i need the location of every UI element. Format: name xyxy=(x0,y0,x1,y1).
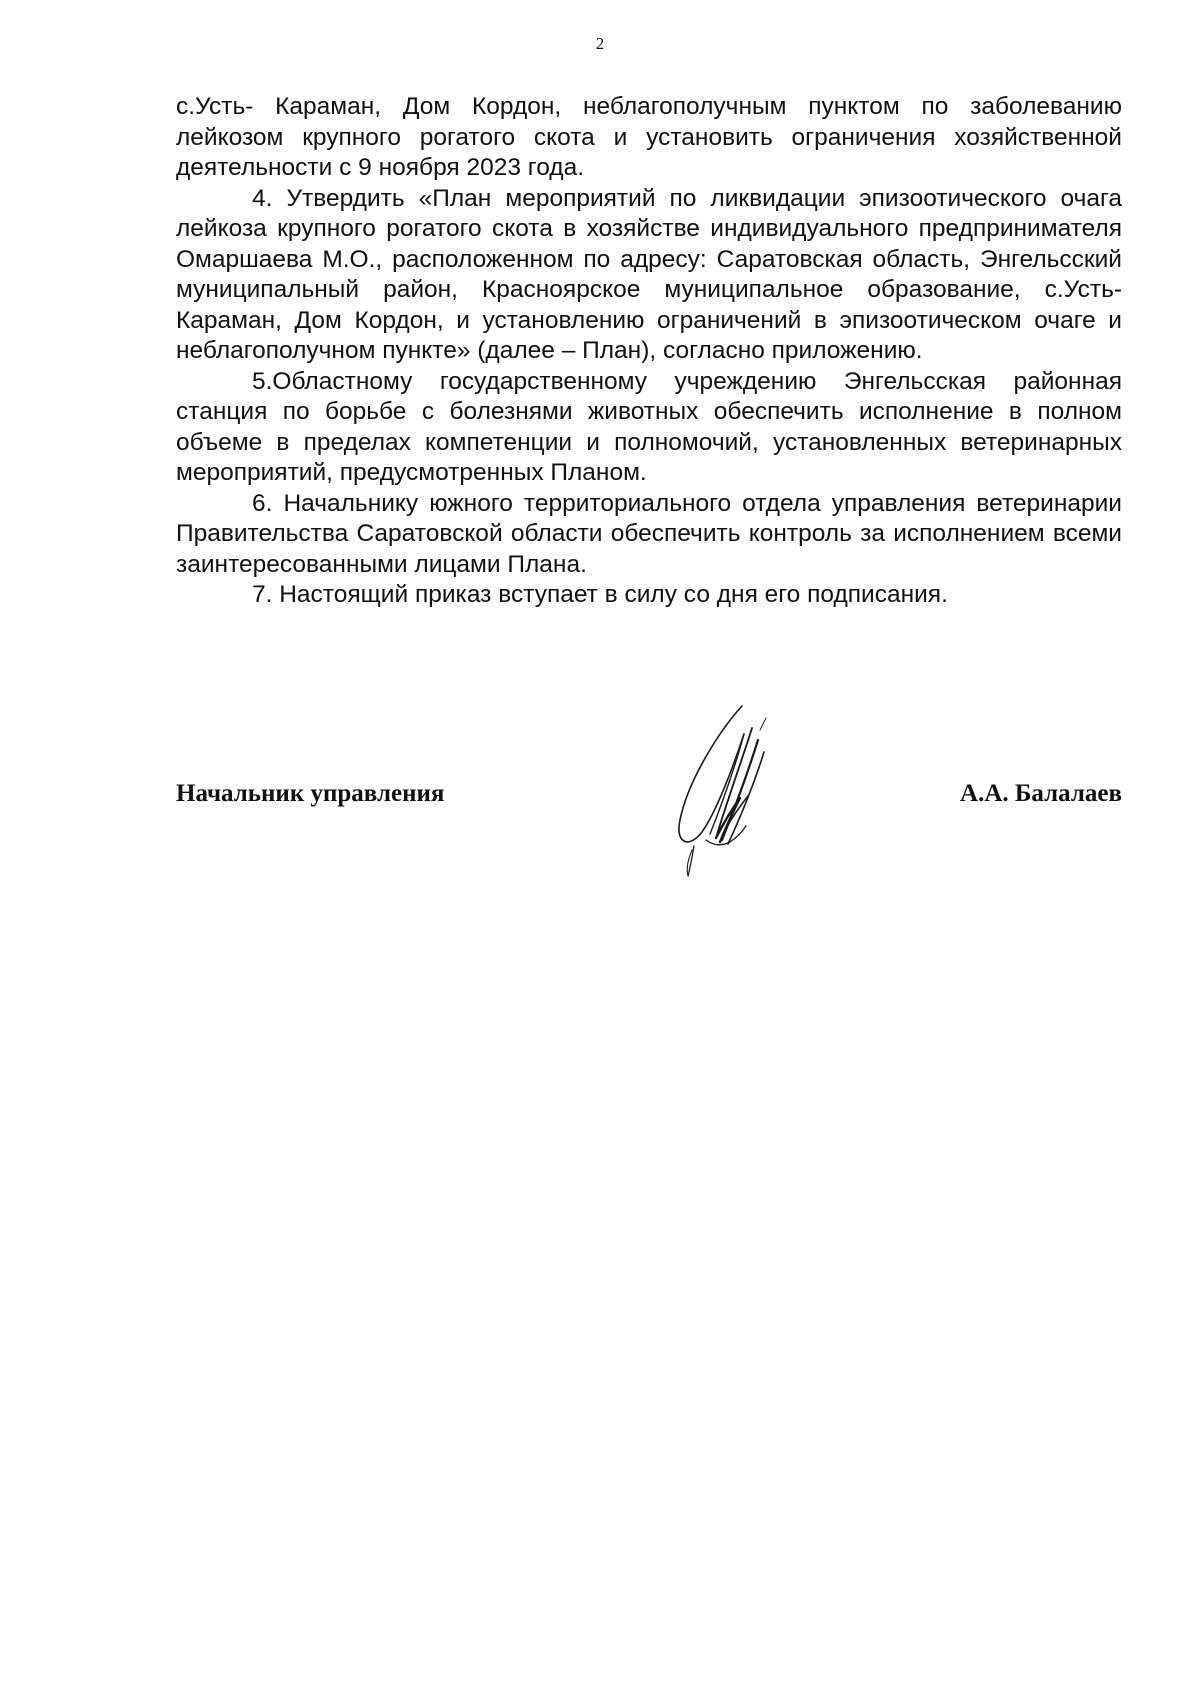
paragraph-item-5: 5.Областному государственному учреждению Энгельсская районная станция по борьбе с болезнями животных обеспечить исполнение в полном объеме в пределах компетенции и полномочий, установленных ветеринарных мероприятий, предусмотренных Планом. xyxy=(176,367,1122,486)
paragraph-item-7: 7. Настоящий приказ вступает в силу со дня его подписания. xyxy=(252,581,948,608)
paragraph-item-6: 6. Начальнику южного территориального отдела управления ветеринарии Правительства Саратовской области обеспечить контроль за исполнением всеми заинтересованными лицами Плана. xyxy=(176,489,1122,578)
handwritten-signature-icon xyxy=(670,700,780,880)
document-body xyxy=(176,92,1122,611)
signatory-name: А.А. Балалаев xyxy=(960,780,1122,807)
signature-block xyxy=(176,780,1122,820)
paragraph-item-4: 4. Утвердить «План мероприятий по ликвидации эпизоотического очага лейкоза крупного рогатого скота в хозяйстве индивидуального предпринимателя Омаршаева М.О., расположенном по адресу: Саратовская область, Энгельсский муниципальный район, Красноярское муниципальное образование, с.Усть- Караман, Дом Кордон, и установлению ограничений в эпизоотическом очаге и неблагополучном пункте» (далее – План), согласно приложению. xyxy=(176,184,1122,364)
signatory-position: Начальник управления xyxy=(176,780,445,807)
paragraph-continuation: с.Усть- Караман, Дом Кордон, неблагополучным пунктом по заболеванию лейкозом крупного рогатого скота и установить ограничения хозяйственной деятельности с 9 ноября 2023 года. xyxy=(176,93,1122,181)
page-number: 2 xyxy=(595,34,605,53)
